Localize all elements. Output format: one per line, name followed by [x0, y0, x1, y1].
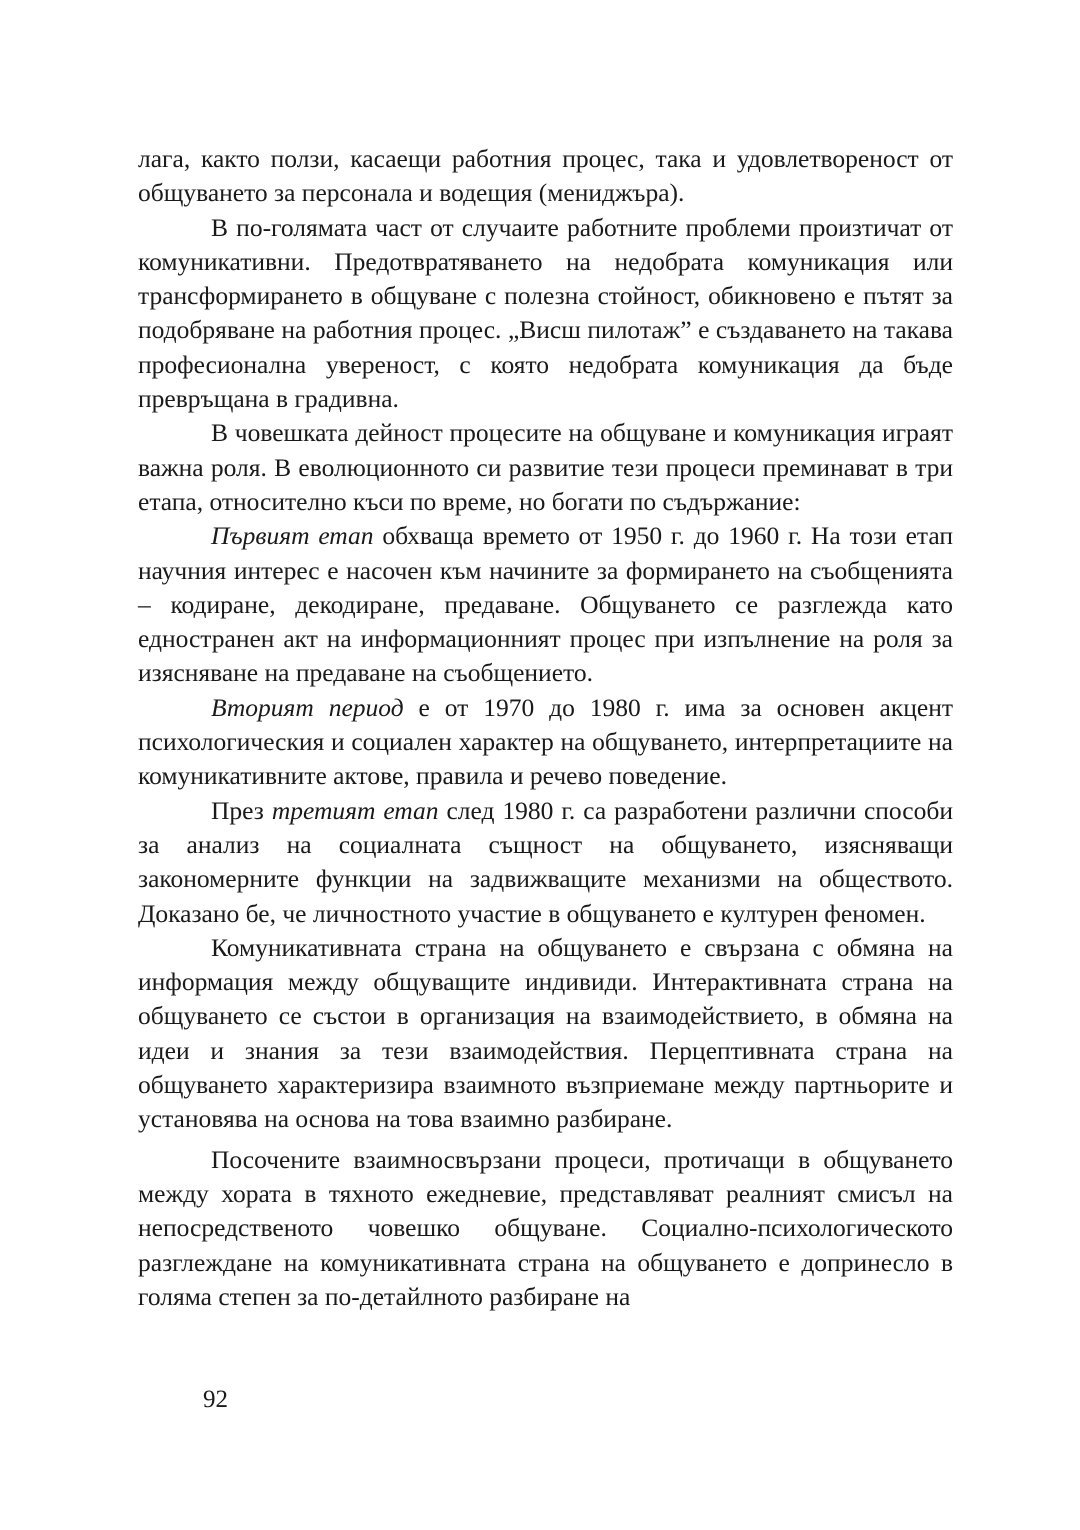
paragraph-text: В човешката дейност процесите на общуване и комуникация играят важна роля. В еволюционното си развитие тези процеси преминават в три етапа, относително къси по време, но богати по съдържание:	[138, 418, 953, 516]
page-number: 92	[203, 1386, 228, 1413]
emphasis-second-period: Вторият период	[211, 692, 404, 722]
paragraph-text: обхваща времето от 1950 г. до 1960 г. На този етап научния интерес е насочен към начините за формирането на съобщенията – кодиране, декодиране, предаване. Общуването се разглежда като едностранен акт на информационният процес при изпълнение на роля за изясняване на предаване на съобщението.	[138, 521, 953, 688]
emphasis-third-stage: третият етап	[271, 795, 439, 825]
paragraph-first-stage	[138, 519, 953, 690]
paragraph-work-problems	[138, 211, 953, 417]
paragraph-continuation	[138, 142, 953, 211]
paragraph-text: след 1980 г. са разработени различни способи за анализ на социалната същност на общуването, изясняващи закономерните функции на задвижващите механизми на обществото. Доказано бе, че личностното участие в общуването е културен феномен.	[138, 795, 953, 928]
paragraph-prefix: През	[211, 795, 272, 825]
paragraph-human-activity	[138, 416, 953, 519]
paragraph-text: лага, както ползи, касаещи работния процес, така и удовлетвореност от общуването за персонала и водещия (мениджъра).	[138, 144, 953, 208]
paragraph-text: Посочените взаимносвързани процеси, протичащи в общуването между хората в тяхното ежедневие, представляват реалният смисъл на непосредственото човешко общуване. Социално-психологическото разглеждане на комуникативната страна на общуването е допринесло в голяма степен за по-детайлното разбиране на	[138, 1144, 953, 1311]
body-text	[138, 142, 953, 1314]
paragraph-text: В по-голямата част от случаите работните проблеми произтичат от комуникативни. Предотвратяването на недобрата комуникация или трансформирането в общуване с полезна стойност, обикновено е пътят за подобряване на работния процес. „Висш пилотаж” е създаването на такава професионална увереност, с която недобрата комуникация да бъде превръщана в градивна.	[138, 212, 953, 414]
emphasis-first-stage: Първият етап	[211, 521, 374, 551]
paragraph-interrelated-processes	[138, 1143, 953, 1314]
paragraph-second-period	[138, 691, 953, 794]
paragraph-text: Комуникативната страна на общуването е свързана с обмяна на информация между общуващите индивиди. Интерактивната страна на общуването се състои в организация на взаимодействието, в обмяна на идеи и знания за тези взаимодействия. Перцептивната страна на общуването характеризира взаимното възприемане между партньорите и установява на основа на това взаимно разбиране.	[138, 932, 953, 1134]
paragraph-communicative-side	[138, 931, 953, 1137]
paragraph-text: е от 1970 до 1980 г. има за основен акцент психологическия и социален характер на общуването, интерпретациите на комуникативните актове, правила и речево поведение.	[138, 692, 954, 791]
paragraph-third-stage	[138, 794, 953, 931]
